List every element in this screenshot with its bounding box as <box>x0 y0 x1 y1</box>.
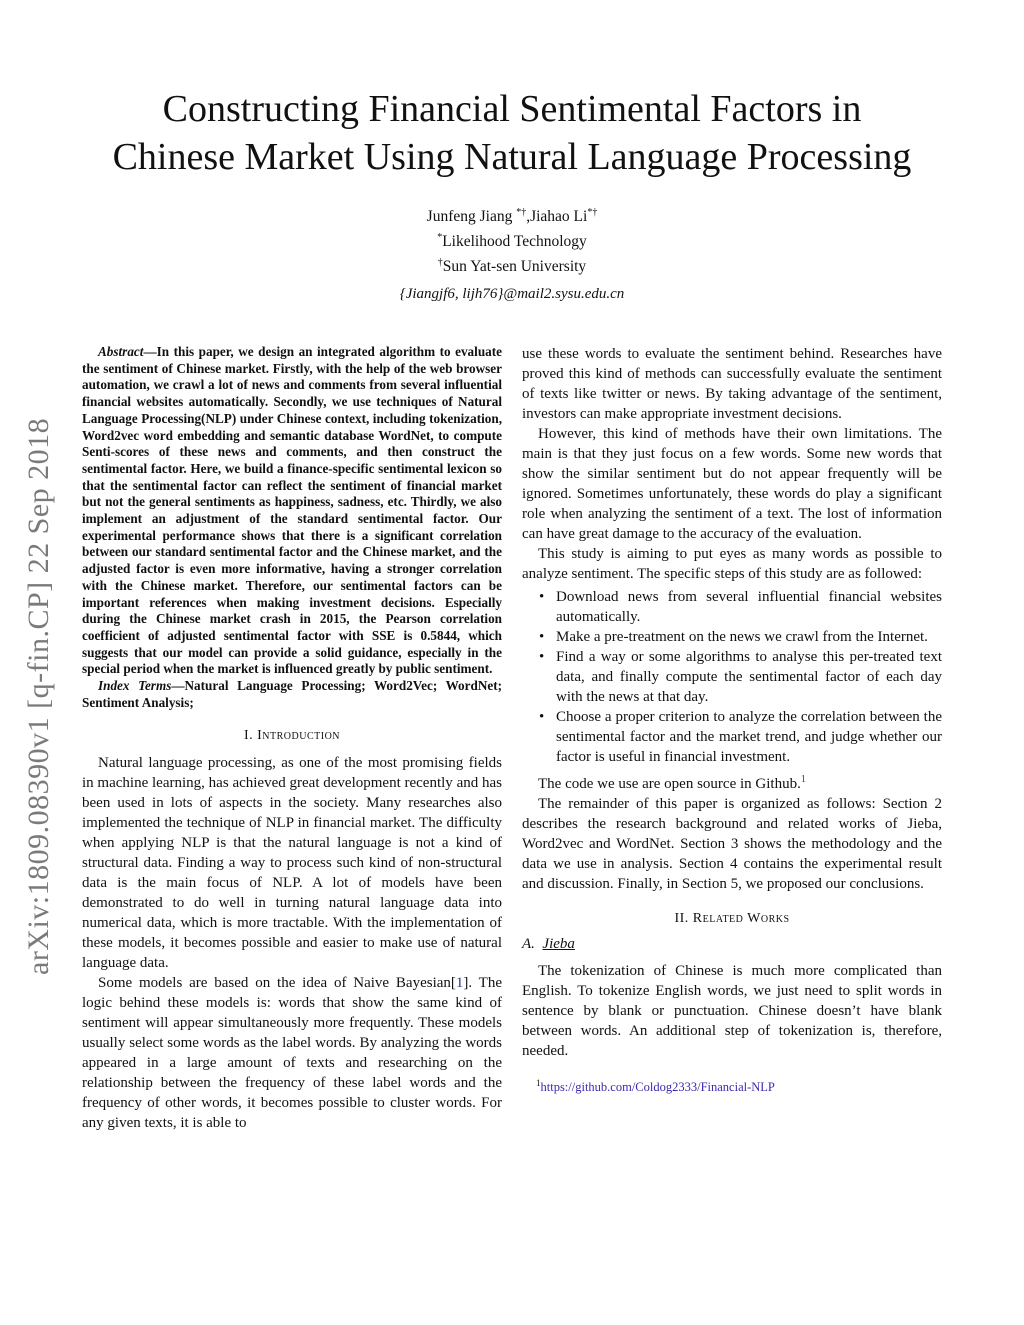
steps-list <box>522 587 942 767</box>
paper-title <box>0 85 1024 181</box>
author-email: {Jiangjf6, lijh76}@mail2.sysu.edu.cn <box>399 286 625 302</box>
author-2-marks: *† <box>587 207 598 218</box>
list-item: • Choose a proper criterion to analyze the correlation between the sentimental factor and the market trend, and judge whether our factor is useful in financial investment. <box>556 707 942 767</box>
author-block <box>0 202 1024 277</box>
subsection-heading-jieba <box>522 936 942 953</box>
right-paragraph-5: The tokenization of Chinese is much more complicated than English. To tokenize English words, we just need to split words in sentence by blank or punctuation. Chinese doesn’t have blank between words. An additional step of tokenization is, therefore, needed. <box>522 963 942 1059</box>
list-item: • Find a way or some algorithms to analyse this per-treated text data, and finally compute the sentimental factor of each day with the news at that day. <box>556 647 942 707</box>
index-terms-text: —Natural Language Processing; Word2Vec; WordNet; Sentiment Analysis; <box>82 678 502 710</box>
right-paragraph-2: However, this kind of methods have their own limitations. The main is that they just focus on a few words. Some new words that show the similar sentiment but do not appear frequently will be ignored. Sometimes unfortunately, these words do play a significant role when analyzing the sentiment of a text. The lost of information can have great damage to the accuracy of the evaluation. <box>522 426 942 542</box>
index-terms-label: Index Terms <box>98 678 172 694</box>
affiliation-2: †Sun Yat-sen University <box>437 257 587 276</box>
intro-paragraph-2: Some models are based on the idea of Naive Bayesian[1]. The logic behind these models is: words that show the same kind of sentiment will appear simultaneously more frequently. These models usually select some words as the label words. By analyzing the words appeared in a large amount of texts and researching on the relationship between the frequency of these label words and the frequency of other words, it becomes possible to cluster words. For any given texts, it is able to <box>82 975 502 1132</box>
author-1: Junfeng Jiang <box>426 208 513 226</box>
right-paragraph-1: use these words to evaluate the sentiment behind. Researches have proved this kind of methods can successfully evaluate the sentiment of texts like twitter or news. By taking advantage of the sentiment, investors can make appropriate investment decisions. <box>522 346 942 422</box>
intro-paragraph-1: Natural language processing, as one of the most promising fields in machine learning, has achieved great development recently and has been used in lots of aspects in the society. Many researches also implemented the technique of NLP in financial market. The difficulty when applying NLP is that the natural language is not a kind of structural data. Finding a way to process such kind of non-structural data is the main focus of NLP. A lot of models have been demonstrated to do well in turning natural language data into numerical data, which is more tractable. With the implementation of these models, it becomes possible and easier to make use of natural language data. <box>82 755 502 972</box>
right-paragraph-3: This study is aiming to put eyes as many words as possible to analyze sentiment. The specific steps of this study are as followed: <box>522 546 942 582</box>
title-line-2: Chinese Market Using Natural Language Processing <box>112 136 912 178</box>
subsection-title: Jieba <box>542 936 575 952</box>
list-item: • Download news from several influential financial websites automatically. <box>556 587 942 627</box>
arxiv-stamp: arXiv:1809.08390v1 [q-fin.CP] 22 Sep 2018 <box>22 417 55 975</box>
subsection-label: A. <box>522 936 535 952</box>
section-heading-related-works: II. Related Works <box>674 911 790 926</box>
affiliation-1: *Likelihood Technology <box>437 232 587 251</box>
footnote <box>522 1075 942 1095</box>
author-2: Jiahao Li <box>530 208 588 226</box>
author-names: Junfeng Jiang *†,Jiahao Li*† <box>426 207 598 226</box>
code-sentence: The code we use are open source in Github.$^1$ <box>538 774 806 792</box>
right-paragraph-4: The remainder of this paper is organized as follows: Section 2 describes the research background and related works of Jieba, Word2vec and WordNet. Section 3 shows the methodology and the data we use in analysis. Section 4 contains the experimental result and discussion. Finally, in Section 5, we proposed our conclusions. <box>522 796 942 892</box>
right-column <box>522 344 942 1095</box>
left-column <box>82 344 502 1133</box>
citation-link-1[interactable]: 1 <box>455 975 464 992</box>
section-heading-introduction: I. Introduction <box>243 728 341 744</box>
abstract <box>82 344 502 678</box>
footnote-number: 1 <box>536 1078 541 1088</box>
abstract-text: —In this paper, we design an integrated algorithm to evaluate the sentiment of Chinese market. Firstly, with the help of the web browser automation, we crawl a lot of news and comments from several influential financial websites automatically. Secondly, we use techniques of Natural Language Processing(NLP) under Chinese context, including tokenization, Word2vec word embedding and semantic database WordNet, to compute Senti-scores of these news and comments, and then construct the sentimental factor. Here, we build a finance-specific sentimental lexicon so that the sentimental factor can reflect the sentiment of financial market but not the general sentiments as happiness, sadness, etc. Thirdly, we also implement an adjustment of the standard sentimental factor. Our experimental performance shows that there is a significant correlation between our standard sentimental factor and the Chinese market, and the adjusted factor is even more informative, having a stronger correlation with the Chinese market. Therefore, our sentimental factors can be important references when making investment decisions. Especially during the Chinese market crash in 2015, the Pearson correlation coefficient of adjusted sentimental factor with SSE is 0.5844, which suggests that our model can provide a solid guidance, especially in the special period when the market is influenced greatly by public sentiment. <box>82 344 502 677</box>
title-line-1: Constructing Financial Sentimental Factors in <box>162 88 862 130</box>
footnote-link-1[interactable]: 1 <box>800 774 806 785</box>
list-item: • Make a pre-treatment on the news we crawl from the Internet. <box>556 627 942 647</box>
abstract-label: Abstract <box>98 344 144 359</box>
footnote-url-link[interactable]: https://github.com/Coldog2333/Financial-NLP <box>540 1080 775 1095</box>
index-terms <box>82 678 502 711</box>
author-1-marks: *† <box>516 207 527 218</box>
